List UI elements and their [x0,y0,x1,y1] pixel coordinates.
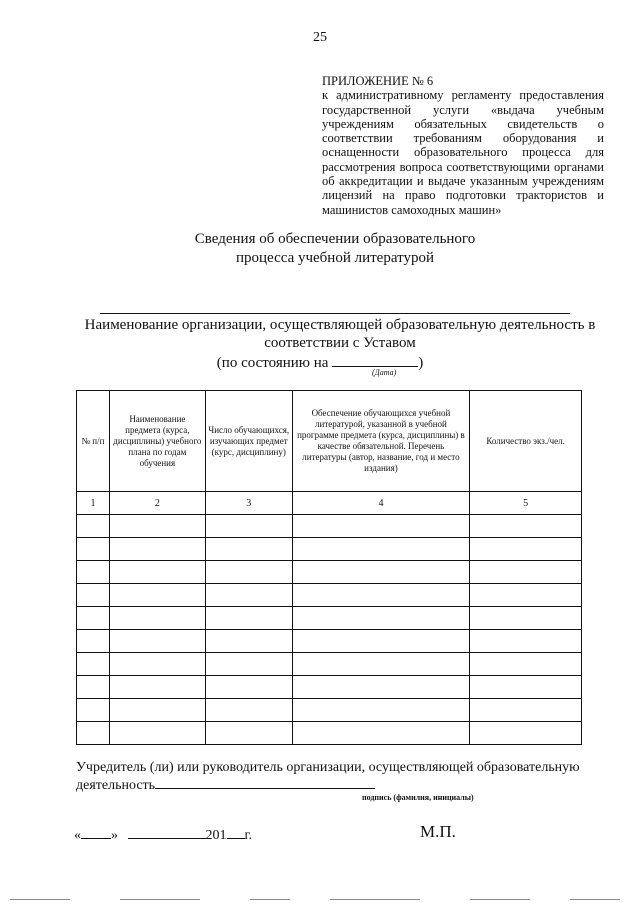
signature-line[interactable] [155,776,375,789]
organization-label [60,316,620,352]
column-number: 1 [77,492,110,515]
table-cell[interactable] [109,584,205,607]
column-number: 2 [109,492,205,515]
table-cell[interactable] [205,538,292,561]
table-cell[interactable] [292,515,470,538]
table-cell[interactable] [205,607,292,630]
table-cell[interactable] [205,653,292,676]
table-cell[interactable] [77,538,110,561]
stamp-placeholder: М.П. [420,822,456,841]
table-row [77,722,582,745]
table-cell[interactable] [205,722,292,745]
table-row [77,607,582,630]
table-cell[interactable] [470,630,582,653]
date-open-quote: « [74,828,81,843]
scan-artifact-marks [0,893,640,905]
table-cell[interactable] [292,538,470,561]
table-cell[interactable] [292,584,470,607]
column-number: 4 [292,492,470,515]
table-cell[interactable] [205,561,292,584]
table-cell[interactable] [470,722,582,745]
table-cell[interactable] [77,653,110,676]
signer-line-row [76,776,586,794]
table-row [77,676,582,699]
table-cell[interactable] [470,515,582,538]
table-row [77,561,582,584]
table-cell[interactable] [109,561,205,584]
table-cell[interactable] [205,699,292,722]
date-blank-field [332,352,418,367]
table-cell[interactable] [205,676,292,699]
table-cell[interactable] [77,607,110,630]
annex-title: ПРИЛОЖЕНИЕ № 6 [322,74,434,88]
org-label-line-1: Наименование организации, осуществляющей образовательную деятельность в [84,317,596,333]
title-line-2: процесса учебной литературой [235,250,434,266]
header-cell: № п/п [77,391,110,492]
table-cell[interactable] [109,653,205,676]
column-number: 5 [470,492,582,515]
signer-text-continued: деятельность [76,778,156,793]
table-cell[interactable] [292,653,470,676]
table-cell[interactable] [205,515,292,538]
signer-text: Учредитель (ли) или руководитель организации, осуществляющей образовательную [76,760,580,775]
table-cell[interactable] [292,630,470,653]
table-cell[interactable] [109,515,205,538]
signature-caption: подпись (фамилия, инициалы) [362,793,474,802]
table-cell[interactable] [470,653,582,676]
table-cell[interactable] [109,630,205,653]
table-row [77,630,582,653]
table-cell[interactable] [470,584,582,607]
title-line-1: Сведения об обеспечении образовательного [194,231,476,247]
table-cell[interactable] [77,676,110,699]
as-of-date-row [0,352,640,372]
annex-block [322,74,604,217]
organization-name-line [100,313,570,314]
table-row [77,515,582,538]
table-cell[interactable] [77,722,110,745]
month-blank[interactable] [128,826,206,839]
table-cell[interactable] [470,607,582,630]
date-caption: (Дата) [372,368,397,377]
table-cell[interactable] [292,722,470,745]
table-row [77,653,582,676]
document-title [150,230,520,268]
date-close-quote: » [111,828,118,843]
table-cell[interactable] [109,538,205,561]
year-blank[interactable] [227,826,245,839]
table-cell[interactable] [77,584,110,607]
literature-table [76,390,582,745]
table-cell[interactable] [77,699,110,722]
table-cell[interactable] [77,630,110,653]
column-number-row [77,492,582,515]
table-cell[interactable] [109,699,205,722]
table-cell[interactable] [77,561,110,584]
table-cell[interactable] [292,676,470,699]
date-suffix: ) [418,355,424,371]
table-cell[interactable] [292,607,470,630]
table-cell[interactable] [470,699,582,722]
page-number: 25 [313,30,327,45]
header-cell: Наименование предмета (курса, дисциплины) учебного плана по годам обучения [109,391,205,492]
column-number: 3 [205,492,292,515]
table-cell[interactable] [470,676,582,699]
table-cell[interactable] [470,561,582,584]
header-cell: Число обучающихся, изучающих предмет (курс, дисциплину) [205,391,292,492]
table-row [77,584,582,607]
day-blank[interactable] [81,826,111,839]
annex-body: к административному регламенту предоставления государственной услуги «выдача учебным учреждениям обязательных свидетельств о соответствии требованиям оборудования и оснащенности образовательного процесса для рассмотрения вопроса соответствующими органами об аккредитации и выдаче указанным учреждениям лицензий на право подготовки трактористов и машинистов самоходных машин» [322,88,604,217]
table-row [77,538,582,561]
org-label-line-2: соответствии с Уставом [264,335,416,351]
table-cell[interactable] [292,561,470,584]
table-cell[interactable] [109,722,205,745]
table-header-row [77,391,582,492]
year-suffix: г. [244,828,253,843]
table-cell[interactable] [205,584,292,607]
table-cell[interactable] [77,515,110,538]
header-cell: Обеспечение обучающихся учебной литературой, указанной в учебной программе предмета (курса, дисциплины) в качестве обязательной. Перечень литературы (автор, название, год и место издания) [292,391,470,492]
header-cell: Количество экз./чел. [470,391,582,492]
table-cell[interactable] [292,699,470,722]
date-prefix: (по состоянию на [216,355,329,371]
table-row [77,699,582,722]
year-prefix: 201 [205,828,227,843]
signer-block [76,759,586,794]
table-cell[interactable] [109,607,205,630]
signature-date [74,826,252,844]
table-cell[interactable] [205,630,292,653]
table-cell[interactable] [109,676,205,699]
table-cell[interactable] [470,538,582,561]
